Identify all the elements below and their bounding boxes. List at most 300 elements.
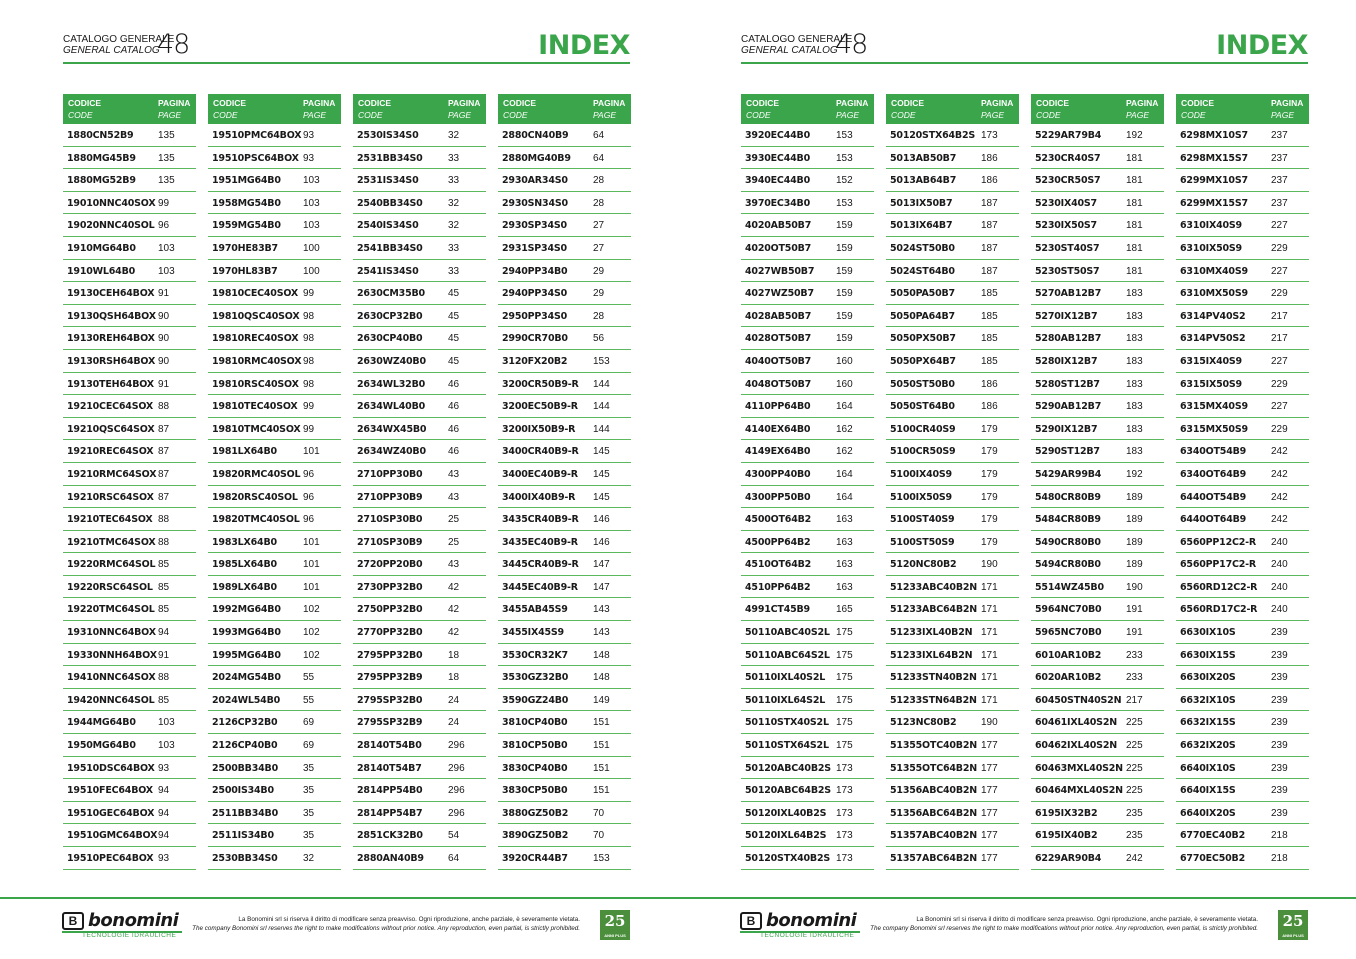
product-code: 2730PP32B0: [357, 581, 423, 593]
page-header-col: [1126, 98, 1158, 120]
table-row: [498, 124, 631, 147]
product-code: 6229AR90B4: [1035, 853, 1102, 864]
code-header-en: CODE: [746, 110, 771, 120]
page-ref: 91: [158, 378, 170, 390]
page-ref: 227: [1271, 355, 1288, 367]
logo-wordmark: bonomini: [88, 910, 179, 931]
table-row: [208, 553, 341, 576]
table-row: [353, 305, 486, 328]
table-row: [741, 327, 874, 350]
table-row: [353, 260, 486, 283]
table-row: [886, 237, 1019, 260]
table-row: [886, 824, 1019, 847]
table-row: [1176, 327, 1309, 350]
page-ref: 171: [981, 672, 998, 684]
table-row: [208, 147, 341, 170]
page-ref: 237: [1271, 197, 1288, 209]
disclaimer-it: La Bonomini srl si riserva il diritto di modificare senza preavviso. Ogni riproduzione, anche parziale, è severamente vietata.: [238, 916, 580, 923]
table-row: [498, 553, 631, 576]
product-code: 19510GMC64BOX: [67, 830, 158, 842]
page-ref: 159: [836, 265, 853, 277]
code-header-it: CODICE: [68, 98, 102, 108]
page-ref: 187: [981, 242, 998, 254]
page-title: INDEX: [1216, 30, 1308, 61]
page-ref: 99: [303, 423, 315, 435]
table-row: [353, 463, 486, 486]
page-ref: 163: [836, 514, 853, 526]
page-ref: 102: [303, 649, 320, 661]
product-code: 5050PA50B7: [890, 288, 955, 300]
table-row: [886, 644, 1019, 667]
product-code: 4500PP64B2: [745, 536, 811, 548]
product-code: 19130TEH64BOX: [67, 378, 154, 390]
page-ref: 101: [303, 446, 320, 458]
table-row: [886, 847, 1019, 870]
table-row: [1176, 711, 1309, 734]
page-ref: 35: [303, 785, 315, 797]
product-code: 19510PEC64BOX: [67, 853, 154, 864]
table-row: [1176, 440, 1309, 463]
product-code: 3810CP50B0: [502, 740, 568, 752]
table-row: [498, 169, 631, 192]
page-ref: 175: [836, 717, 853, 729]
table-row: [63, 824, 196, 847]
page-ref: 181: [1126, 220, 1143, 232]
table-row: [63, 192, 196, 215]
page-ref: 135: [158, 152, 175, 164]
table-row: [63, 440, 196, 463]
code-header: [213, 98, 246, 120]
table-row: [886, 305, 1019, 328]
product-code: 2541IS34S0: [357, 265, 419, 277]
page-ref: 217: [1126, 694, 1143, 706]
table-row: [353, 418, 486, 441]
page-ref: 229: [1271, 288, 1288, 300]
page-ref: 240: [1271, 536, 1288, 548]
product-code: 4991CT45B9: [745, 604, 810, 616]
product-code: 2710SP30B9: [357, 536, 423, 548]
page-ref: 159: [836, 288, 853, 300]
product-code: 5230CR50S7: [1035, 175, 1101, 187]
table-row: [208, 418, 341, 441]
page-ref: 190: [981, 559, 998, 571]
page-header-it: PAGINA: [836, 98, 869, 108]
page-ref: 227: [1271, 265, 1288, 277]
page-ref: 179: [981, 446, 998, 458]
page-ref: 99: [158, 197, 170, 209]
table-row: [741, 169, 874, 192]
page-ref: 296: [448, 740, 465, 752]
page-ref: 242: [1271, 514, 1288, 526]
table-row: [498, 508, 631, 531]
page-ref: 153: [593, 853, 610, 864]
product-code: 51356ABC40B2N: [890, 785, 978, 797]
table-row: [498, 260, 631, 283]
product-code: 60463MXL40S2N: [1035, 762, 1123, 774]
table-row: [1176, 373, 1309, 396]
product-code: 2540IS34S0: [357, 220, 419, 232]
code-header-en: CODE: [68, 110, 93, 120]
table-row: [63, 734, 196, 757]
table-row: [353, 689, 486, 712]
page-ref: 46: [448, 378, 460, 390]
table-row: [63, 576, 196, 599]
product-code: 19820RMC40SOL: [212, 468, 301, 480]
product-code: 2950PP34S0: [502, 310, 568, 322]
catalog-label-it: CATALOGO GENERALE: [741, 34, 853, 45]
page-ref: 160: [836, 355, 853, 367]
product-code: 3930EC44B0: [745, 152, 810, 164]
code-header-en: CODE: [503, 110, 528, 120]
page-ref: 171: [981, 604, 998, 616]
product-code: 51233ABC64B2N: [890, 604, 978, 616]
table-row: [353, 576, 486, 599]
table-row: [353, 508, 486, 531]
table-header: [353, 94, 486, 124]
page-ref: 159: [836, 310, 853, 322]
page-ref: 98: [303, 310, 315, 322]
product-code: 2880AN40B9: [357, 853, 424, 864]
product-code: 19330NNH64BOX: [67, 649, 157, 661]
product-code: 5290IX12B7: [1035, 423, 1098, 435]
table-row: [1031, 327, 1164, 350]
product-code: 6770EC40B2: [1180, 830, 1245, 842]
page-ref: 186: [981, 152, 998, 164]
page-ref: 190: [981, 717, 998, 729]
index-table: [741, 94, 874, 870]
code-header-it: CODICE: [746, 98, 780, 108]
product-code: 4027WZ50B7: [745, 288, 814, 300]
page-ref: 175: [836, 740, 853, 752]
page-ref: 94: [158, 830, 170, 842]
table-row: [498, 847, 631, 870]
product-code: 2531IS34S0: [357, 175, 419, 187]
page-ref: 175: [836, 627, 853, 639]
logo-wordmark: bonomini: [766, 910, 857, 931]
page-ref: 33: [448, 242, 460, 254]
product-code: 6298MX10S7: [1180, 130, 1248, 141]
page-ref: 87: [158, 446, 170, 458]
page-ref: 103: [303, 197, 320, 209]
page-ref: 173: [836, 807, 853, 819]
page-ref: 43: [448, 559, 460, 571]
table-row: [498, 282, 631, 305]
page-ref: 93: [158, 853, 170, 864]
table-row: [886, 440, 1019, 463]
product-code: 50110IXL40S2L: [745, 672, 826, 684]
product-code: 50110STX64S2L: [745, 740, 829, 752]
product-code: 6314PV40S2: [1180, 310, 1246, 322]
footer-divider: [0, 897, 678, 899]
product-code: 5230ST40S7: [1035, 242, 1100, 254]
page-ref: 35: [303, 807, 315, 819]
product-code: 50120IXL64B2S: [745, 830, 827, 842]
page-ref: 85: [158, 694, 170, 706]
product-code: 19210REC64SOX: [67, 446, 154, 458]
page-ref: 147: [593, 559, 610, 571]
code-header-en: CODE: [1036, 110, 1061, 120]
product-code: 50120ABC64B2S: [745, 785, 831, 797]
page-ref: 29: [593, 288, 605, 300]
page-ref: 148: [593, 649, 610, 661]
page-ref: 183: [1126, 355, 1143, 367]
page-ref: 239: [1271, 649, 1288, 661]
page-ref: 32: [448, 220, 460, 232]
code-header-en: CODE: [358, 110, 383, 120]
page-header-col: [158, 98, 190, 120]
product-code: 5964NC70B0: [1035, 604, 1102, 616]
table-row: [498, 440, 631, 463]
table-row: [1031, 598, 1164, 621]
table-row: [1031, 644, 1164, 667]
table-row: [886, 418, 1019, 441]
page-ref: 25: [448, 514, 460, 526]
product-code: 5100IX40S9: [890, 468, 952, 480]
product-code: 19210TEC64SOX: [67, 514, 153, 526]
page-header-col: [836, 98, 868, 120]
product-code: 6310IX50S9: [1180, 242, 1242, 254]
table-row: [886, 734, 1019, 757]
product-code: 4028AB50B7: [745, 310, 812, 322]
product-code: 6314PV50S2: [1180, 333, 1246, 345]
page-ref: 94: [158, 807, 170, 819]
page-ref: 164: [836, 401, 853, 413]
table-row: [1031, 260, 1164, 283]
page-ref: 187: [981, 197, 998, 209]
index-table: [498, 94, 631, 870]
page-ref: 27: [593, 242, 605, 254]
product-code: 1944MG64B0: [67, 717, 136, 729]
product-code: 60450STN40S2N: [1035, 694, 1122, 706]
table-row: [63, 779, 196, 802]
product-code: 1985LX64B0: [212, 559, 277, 571]
product-code: 1992MG64B0: [212, 604, 281, 616]
table-row: [208, 576, 341, 599]
table-row: [353, 486, 486, 509]
table-row: [208, 350, 341, 373]
table-row: [1031, 847, 1164, 870]
product-code: 4027WB50B7: [745, 265, 815, 277]
product-code: 19510FEC64BOX: [67, 785, 153, 797]
product-code: 3530CR32K7: [502, 649, 568, 661]
product-code: 19420NNC64SOL: [67, 694, 155, 706]
product-code: 5429AR99B4: [1035, 468, 1102, 480]
product-code: 6010AR10B2: [1035, 649, 1102, 661]
product-code: 3830CP50B0: [502, 785, 568, 797]
product-code: 51355OTC40B2N: [890, 740, 978, 752]
page-ref: 70: [593, 807, 605, 819]
page-header-en: PAGE: [448, 110, 471, 120]
table-row: [1031, 169, 1164, 192]
table-row: [741, 779, 874, 802]
index-columns: [63, 94, 630, 874]
table-row: [886, 327, 1019, 350]
page-ref: 88: [158, 672, 170, 684]
table-row: [498, 779, 631, 802]
page-ref: 93: [303, 130, 315, 141]
table-row: [63, 147, 196, 170]
page-ref: 229: [1271, 423, 1288, 435]
page-ref: 183: [1126, 310, 1143, 322]
page-ref: 239: [1271, 807, 1288, 819]
page-ref: 177: [981, 740, 998, 752]
table-row: [886, 282, 1019, 305]
table-row: [1176, 824, 1309, 847]
page-ref: 242: [1126, 853, 1143, 864]
product-code: 19810RSC40SOX: [212, 378, 299, 390]
product-code: 4510OT64B2: [745, 559, 812, 571]
product-code: 6315IX40S9: [1180, 355, 1242, 367]
product-code: 3880GZ50B2: [502, 807, 569, 819]
table-row: [353, 621, 486, 644]
product-code: 19810REC40SOX: [212, 333, 299, 345]
product-code: 2930SN34S0: [502, 197, 568, 209]
page-ref: 24: [448, 717, 460, 729]
table-row: [1031, 553, 1164, 576]
table-row: [886, 576, 1019, 599]
page-ref: 29: [593, 265, 605, 277]
product-code: 19510DSC64BOX: [67, 762, 155, 774]
table-row: [63, 169, 196, 192]
page-ref: 240: [1271, 604, 1288, 616]
table-row: [1176, 757, 1309, 780]
code-header: [746, 98, 779, 120]
table-row: [741, 418, 874, 441]
table-row: [63, 327, 196, 350]
product-code: 3530GZ32B0: [502, 672, 569, 684]
table-row: [886, 214, 1019, 237]
page-ref: 100: [303, 242, 320, 254]
page-ref: 103: [158, 717, 175, 729]
page-ref: 163: [836, 559, 853, 571]
table-row: [1031, 124, 1164, 147]
product-code: 6640IX15S: [1180, 785, 1236, 797]
product-code: 5013AB50B7: [890, 152, 957, 164]
page-ref: 160: [836, 378, 853, 390]
table-row: [353, 124, 486, 147]
code-header: [1181, 98, 1214, 120]
product-code: 19130QSH64BOX: [67, 310, 156, 322]
page-ref: 56: [593, 333, 605, 345]
table-row: [353, 192, 486, 215]
page-ref: 177: [981, 785, 998, 797]
page-ref: 96: [303, 491, 315, 503]
page-ref: 24: [448, 694, 460, 706]
table-row: [741, 395, 874, 418]
product-code: 1910MG64B0: [67, 242, 136, 254]
product-code: 6560RD12C2-R: [1180, 581, 1258, 593]
product-code: 3590GZ24B0: [502, 694, 569, 706]
table-row: [498, 305, 631, 328]
table-row: [1176, 508, 1309, 531]
product-code: 60461IXL40S2N: [1035, 717, 1117, 729]
product-code: 6299MX15S7: [1180, 197, 1248, 209]
product-code: 2880CN40B9: [502, 130, 569, 141]
page-ref: 179: [981, 491, 998, 503]
table-row: [498, 237, 631, 260]
table-row: [886, 553, 1019, 576]
page-ref: 101: [303, 559, 320, 571]
table-row: [741, 621, 874, 644]
table-row: [353, 802, 486, 825]
table-row: [741, 440, 874, 463]
table-row: [1176, 237, 1309, 260]
table-row: [63, 847, 196, 870]
table-row: [1176, 395, 1309, 418]
table-row: [886, 779, 1019, 802]
page-header-en: PAGE: [303, 110, 326, 120]
page-ref: 87: [158, 468, 170, 480]
table-row: [1176, 305, 1309, 328]
page-header-it: PAGINA: [158, 98, 191, 108]
page-ref: 227: [1271, 401, 1288, 413]
table-row: [741, 147, 874, 170]
product-code: 6310MX50S9: [1180, 288, 1248, 300]
table-row: [741, 350, 874, 373]
table-row: [208, 711, 341, 734]
catalog-label-it: CATALOGO GENERALE: [63, 34, 175, 45]
table-row: [498, 621, 631, 644]
product-code: 50120ABC40B2S: [745, 762, 831, 774]
page-ref: 45: [448, 288, 460, 300]
table-row: [63, 644, 196, 667]
page-ref: 145: [593, 446, 610, 458]
table-row: [498, 463, 631, 486]
page-ref: 179: [981, 468, 998, 480]
table-row: [498, 531, 631, 554]
table-row: [353, 847, 486, 870]
product-code: 2634WL40B0: [357, 401, 426, 413]
product-code: 3400EC40B9-R: [502, 468, 578, 480]
page-ref: 225: [1126, 740, 1143, 752]
page-ref: 98: [303, 355, 315, 367]
page-ref: 144: [593, 401, 610, 413]
product-code: 5280IX12B7: [1035, 355, 1098, 367]
page-number: 48: [157, 29, 190, 60]
page-ref: 96: [303, 514, 315, 526]
table-row: [63, 237, 196, 260]
table-row: [1176, 260, 1309, 283]
code-header: [1036, 98, 1069, 120]
page-ref: 171: [981, 694, 998, 706]
page-ref: 181: [1126, 197, 1143, 209]
product-code: 51233IXL40B2N: [890, 627, 973, 639]
page-ref: 99: [303, 288, 315, 300]
page-ref: 239: [1271, 627, 1288, 639]
page-ref: 145: [593, 468, 610, 480]
table-row: [63, 124, 196, 147]
product-code: 1880CN52B9: [67, 130, 134, 141]
table-row: [1176, 192, 1309, 215]
page-ref: 192: [1126, 130, 1143, 141]
table-row: [63, 598, 196, 621]
product-code: 19010NNC40SOX: [67, 197, 156, 209]
table-row: [1031, 305, 1164, 328]
table-row: [1031, 282, 1164, 305]
table-row: [208, 802, 341, 825]
page-ref: 177: [981, 853, 998, 864]
table-row: [63, 350, 196, 373]
page-header-col: [1271, 98, 1303, 120]
page-ref: 163: [836, 581, 853, 593]
table-row: [498, 214, 631, 237]
page-ref: 177: [981, 830, 998, 842]
product-code: 6340OT54B9: [1180, 446, 1247, 458]
table-row: [1176, 779, 1309, 802]
table-row: [498, 824, 631, 847]
table-row: [498, 192, 631, 215]
page-header-en: PAGE: [836, 110, 859, 120]
